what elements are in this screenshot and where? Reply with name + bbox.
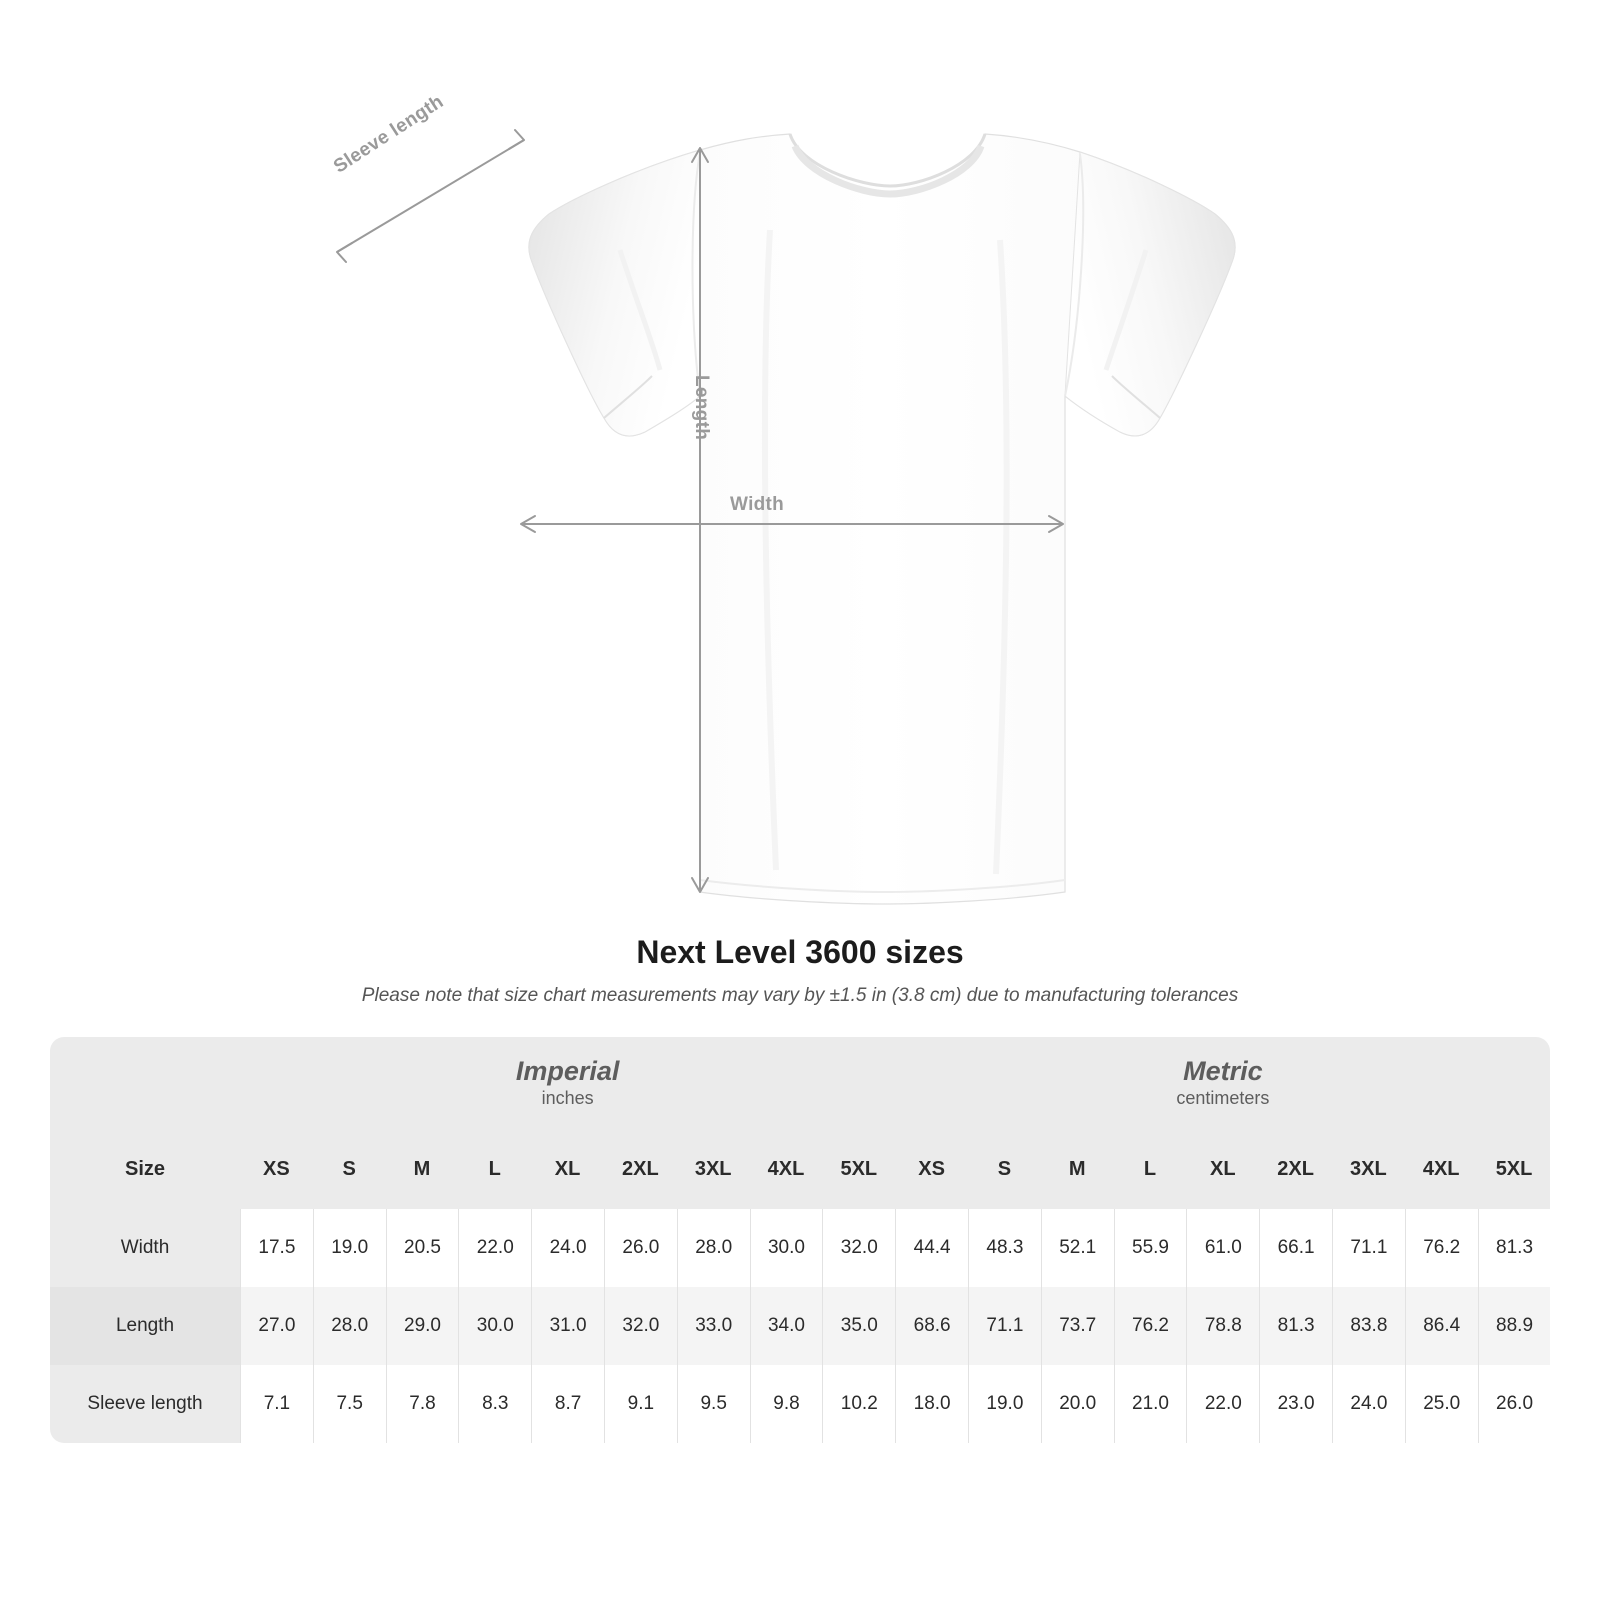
- size-header-xs-metric: XS: [895, 1129, 968, 1209]
- size-header-s-metric: S: [968, 1129, 1041, 1209]
- cell-length-17: 88.9: [1478, 1287, 1551, 1365]
- cell-width-12: 55.9: [1114, 1209, 1187, 1287]
- unit-group-imperial: [240, 1037, 895, 1129]
- cell-length-3: 30.0: [458, 1287, 531, 1365]
- cell-length-5: 32.0: [604, 1287, 677, 1365]
- size-header-s-imperial: S: [313, 1129, 386, 1209]
- cell-sleeve-8: 10.2: [822, 1365, 895, 1443]
- cell-width-1: 19.0: [313, 1209, 386, 1287]
- row-label-sleeve-length: Sleeve length: [50, 1365, 240, 1443]
- size-header-4xl-imperial: 4XL: [750, 1129, 823, 1209]
- cell-sleeve-13: 22.0: [1186, 1365, 1259, 1443]
- cell-length-2: 29.0: [386, 1287, 459, 1365]
- unit-metric-name: Metric: [1183, 1055, 1263, 1086]
- cell-sleeve-11: 20.0: [1041, 1365, 1114, 1443]
- cell-sleeve-9: 18.0: [895, 1365, 968, 1443]
- size-chart-table: [50, 1037, 1550, 1443]
- unit-imperial-sub: inches: [541, 1087, 594, 1108]
- cell-length-8: 35.0: [822, 1287, 895, 1365]
- cell-width-10: 48.3: [968, 1209, 1041, 1287]
- title-block: [0, 934, 1600, 1007]
- column-header-size: Size: [50, 1129, 240, 1209]
- cell-width-13: 61.0: [1186, 1209, 1259, 1287]
- cell-length-4: 31.0: [531, 1287, 604, 1365]
- cell-length-16: 86.4: [1405, 1287, 1478, 1365]
- cell-sleeve-7: 9.8: [750, 1365, 823, 1443]
- size-header-5xl-metric: 5XL: [1478, 1129, 1551, 1209]
- size-header-m-imperial: M: [386, 1129, 459, 1209]
- cell-width-2: 20.5: [386, 1209, 459, 1287]
- cell-length-13: 78.8: [1186, 1287, 1259, 1365]
- size-header-m-metric: M: [1041, 1129, 1114, 1209]
- cell-sleeve-16: 25.0: [1405, 1365, 1478, 1443]
- cell-length-12: 76.2: [1114, 1287, 1187, 1365]
- cell-sleeve-0: 7.1: [240, 1365, 313, 1443]
- size-header-5xl-imperial: 5XL: [822, 1129, 895, 1209]
- size-header-4xl-metric: 4XL: [1405, 1129, 1478, 1209]
- page-title: Next Level 3600 sizes: [636, 934, 964, 970]
- cell-sleeve-5: 9.1: [604, 1365, 677, 1443]
- size-header-xl-imperial: XL: [531, 1129, 604, 1209]
- cell-width-6: 28.0: [677, 1209, 750, 1287]
- length-label: Length: [691, 375, 712, 441]
- size-header-3xl-imperial: 3XL: [677, 1129, 750, 1209]
- cell-length-6: 33.0: [677, 1287, 750, 1365]
- cell-width-11: 52.1: [1041, 1209, 1114, 1287]
- table-header-row: [50, 1129, 1550, 1209]
- cell-length-10: 71.1: [968, 1287, 1041, 1365]
- cell-width-3: 22.0: [458, 1209, 531, 1287]
- unit-metric-sub: centimeters: [1176, 1087, 1270, 1108]
- cell-width-17: 81.3: [1478, 1209, 1551, 1287]
- size-header-xs-imperial: XS: [240, 1129, 313, 1209]
- cell-sleeve-15: 24.0: [1332, 1365, 1405, 1443]
- width-label: Width: [730, 494, 785, 515]
- cell-sleeve-17: 26.0: [1478, 1365, 1551, 1443]
- cell-sleeve-1: 7.5: [313, 1365, 386, 1443]
- cell-length-1: 28.0: [313, 1287, 386, 1365]
- cell-width-0: 17.5: [240, 1209, 313, 1287]
- cell-sleeve-10: 19.0: [968, 1365, 1041, 1443]
- sleeve-length-label: Sleeve length: [330, 91, 448, 178]
- cell-width-15: 71.1: [1332, 1209, 1405, 1287]
- size-chart-table-wrapper: [50, 1037, 1550, 1443]
- cell-length-14: 81.3: [1259, 1287, 1332, 1365]
- cell-sleeve-6: 9.5: [677, 1365, 750, 1443]
- cell-width-14: 66.1: [1259, 1209, 1332, 1287]
- cell-sleeve-2: 7.8: [386, 1365, 459, 1443]
- cell-width-4: 24.0: [531, 1209, 604, 1287]
- size-header-2xl-metric: 2XL: [1259, 1129, 1332, 1209]
- size-header-l-metric: L: [1114, 1129, 1187, 1209]
- size-header-l-imperial: L: [458, 1129, 531, 1209]
- cell-length-0: 27.0: [240, 1287, 313, 1365]
- table-row: [50, 1209, 1550, 1287]
- cell-sleeve-12: 21.0: [1114, 1365, 1187, 1443]
- units-row: [50, 1037, 1550, 1129]
- cell-width-7: 30.0: [750, 1209, 823, 1287]
- table-corner: [50, 1037, 240, 1129]
- cell-sleeve-4: 8.7: [531, 1365, 604, 1443]
- shirt-shape: [529, 134, 1235, 904]
- cell-sleeve-14: 23.0: [1259, 1365, 1332, 1443]
- cell-width-16: 76.2: [1405, 1209, 1478, 1287]
- tolerance-note: Please note that size chart measurements may vary by ±1.5 in (3.8 cm) due to manufacturing tolerances: [361, 985, 1239, 1006]
- size-header-xl-metric: XL: [1186, 1129, 1259, 1209]
- cell-length-11: 73.7: [1041, 1287, 1114, 1365]
- cell-length-15: 83.8: [1332, 1287, 1405, 1365]
- table-row: [50, 1287, 1550, 1365]
- size-header-2xl-imperial: 2XL: [604, 1129, 677, 1209]
- cell-width-8: 32.0: [822, 1209, 895, 1287]
- cell-width-5: 26.0: [604, 1209, 677, 1287]
- cell-length-7: 34.0: [750, 1287, 823, 1365]
- unit-imperial-name: Imperial: [515, 1055, 620, 1086]
- row-label-length: Length: [50, 1287, 240, 1365]
- size-header-3xl-metric: 3XL: [1332, 1129, 1405, 1209]
- row-label-width: Width: [50, 1209, 240, 1287]
- cell-width-9: 44.4: [895, 1209, 968, 1287]
- unit-group-metric: [895, 1037, 1550, 1129]
- table-row: [50, 1365, 1550, 1443]
- cell-sleeve-3: 8.3: [458, 1365, 531, 1443]
- cell-length-9: 68.6: [895, 1287, 968, 1365]
